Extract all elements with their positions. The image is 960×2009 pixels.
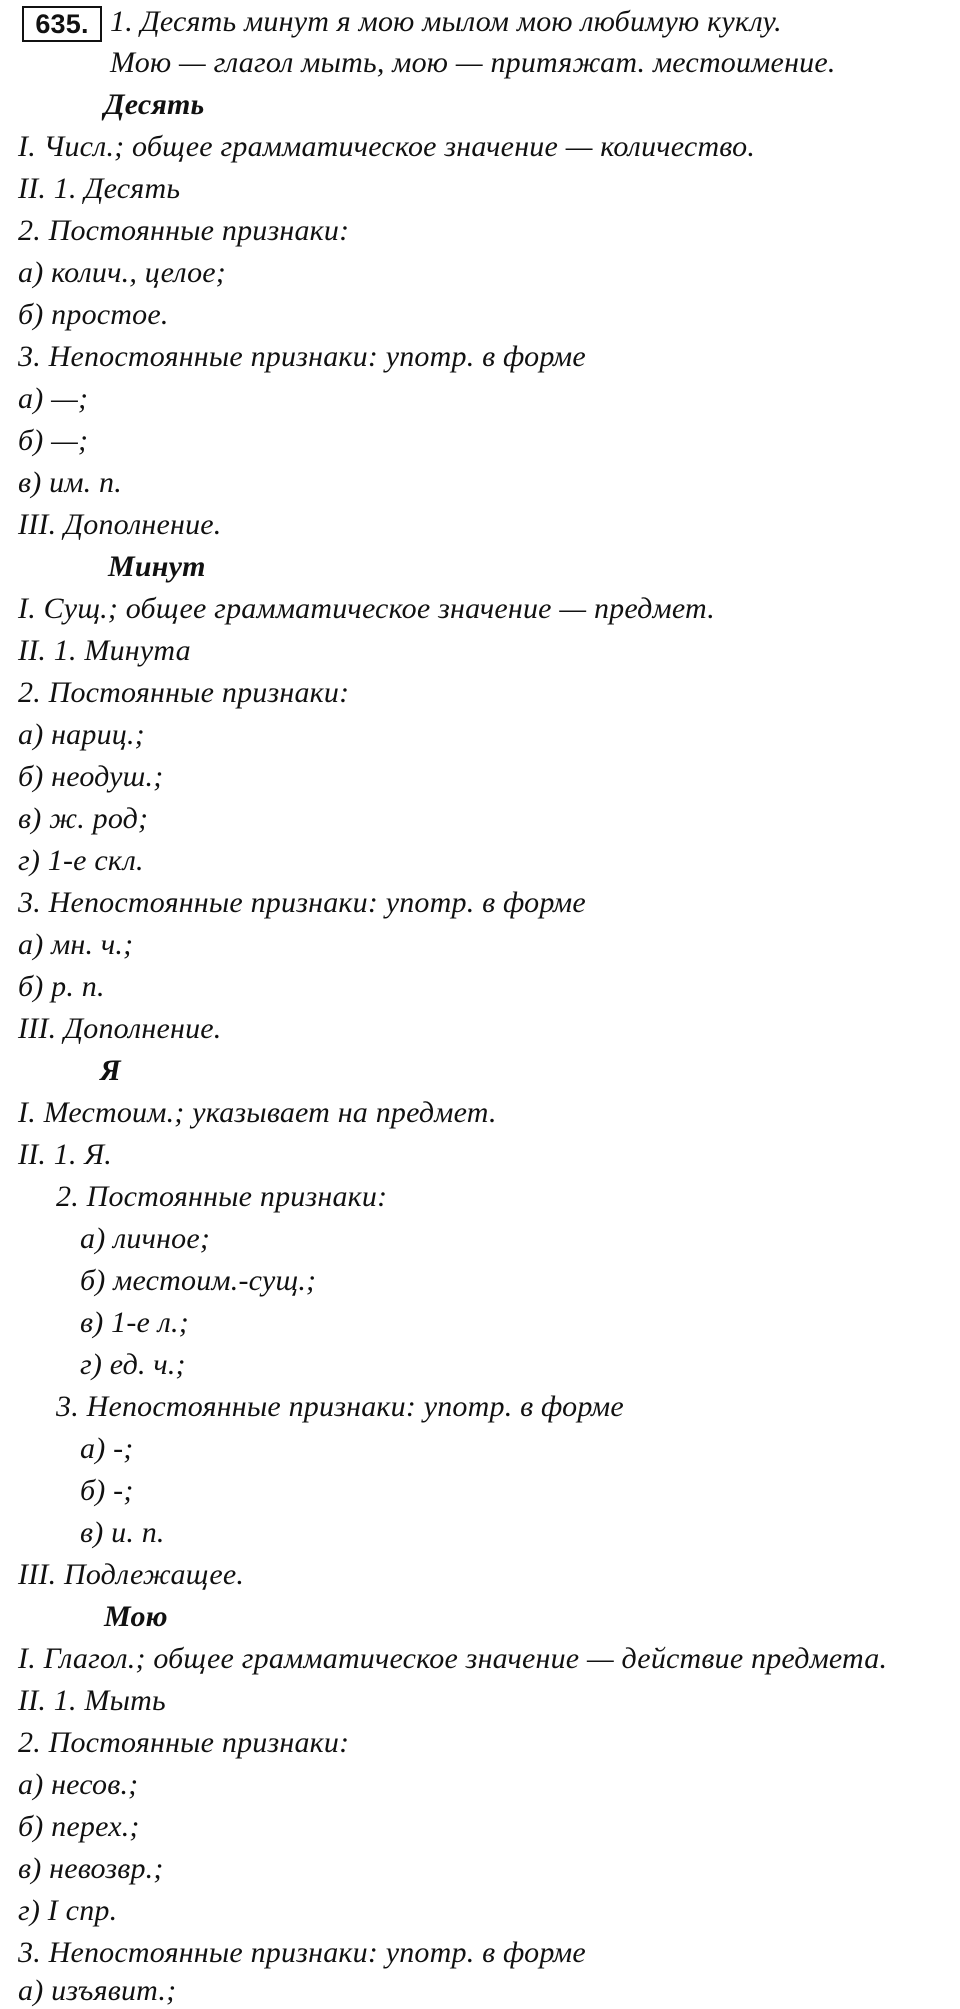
- analysis-line: в) и. п.: [80, 1516, 165, 1549]
- analysis-line: II. 1. Минута: [18, 634, 191, 667]
- analysis-line: б) —;: [18, 424, 89, 457]
- analysis-line: г) I спр.: [18, 1894, 118, 1927]
- analysis-line: 2. Постоянные признаки:: [18, 676, 350, 709]
- analysis-line: III. Дополнение.: [18, 1012, 222, 1045]
- analysis-line: в) им. п.: [18, 466, 122, 499]
- analysis-line: в) ж. род;: [18, 802, 149, 835]
- analysis-line: I. Местоим.; указывает на предмет.: [18, 1096, 497, 1129]
- analysis-line: б) простое.: [18, 298, 169, 331]
- analysis-line: а) несов.;: [18, 1768, 139, 1801]
- analysis-line: а) —;: [18, 382, 89, 415]
- analysis-line: II. 1. Мыть: [18, 1684, 166, 1717]
- exercise-sentence: 1. Десять минут я мою мылом мою любимую куклу.: [110, 5, 782, 38]
- analysis-line: 2. Постоянные признаки:: [56, 1180, 388, 1213]
- analysis-line: II. 1. Десять: [18, 172, 181, 205]
- word-heading: Я: [100, 1054, 121, 1087]
- analysis-line: г) ед. ч.;: [80, 1348, 186, 1381]
- analysis-line: б) -;: [80, 1474, 134, 1507]
- analysis-line: б) р. п.: [18, 970, 105, 1003]
- analysis-line: 3. Непостоянные признаки: употр. в форме: [18, 1936, 586, 1969]
- analysis-line: 3. Непостоянные признаки: употр. в форме: [18, 886, 586, 919]
- analysis-line: б) неодуш.;: [18, 760, 164, 793]
- exercise-number: 635.: [22, 6, 102, 42]
- analysis-line: г) 1-е скл.: [18, 844, 144, 877]
- word-heading: Десять: [104, 88, 205, 121]
- analysis-line: 3. Непостоянные признаки: употр. в форме: [18, 340, 586, 373]
- analysis-line: III. Дополнение.: [18, 508, 222, 541]
- analysis-line: а) изъявит.;: [18, 1974, 177, 2007]
- word-heading: Мою: [104, 1600, 168, 1633]
- analysis-line: 3. Непостоянные признаки: употр. в форме: [56, 1390, 624, 1423]
- analysis-line: б) местоим.-сущ.;: [80, 1264, 317, 1297]
- analysis-line: а) -;: [80, 1432, 134, 1465]
- analysis-line: II. 1. Я.: [18, 1138, 112, 1171]
- analysis-line: а) нариц.;: [18, 718, 145, 751]
- analysis-line: в) невозвр.;: [18, 1852, 164, 1885]
- analysis-line: а) личное;: [80, 1222, 211, 1255]
- analysis-line: I. Глагол.; общее грамматическое значение — действие предмета.: [18, 1642, 888, 1675]
- analysis-line: 2. Постоянные признаки:: [18, 1726, 350, 1759]
- analysis-line: I. Числ.; общее грамматическое значение — количество.: [18, 130, 756, 163]
- analysis-line: а) мн. ч.;: [18, 928, 134, 961]
- analysis-line: 2. Постоянные признаки:: [18, 214, 350, 247]
- word-heading: Минут: [108, 550, 206, 583]
- analysis-line: в) 1-е л.;: [80, 1306, 189, 1339]
- analysis-line: а) колич., целое;: [18, 256, 226, 289]
- exercise-note: Мою — глагол мыть, мою — притяжат. местоимение.: [110, 46, 836, 79]
- analysis-line: I. Сущ.; общее грамматическое значение — предмет.: [18, 592, 715, 625]
- analysis-line: б) перех.;: [18, 1810, 140, 1843]
- analysis-line: III. Подлежащее.: [18, 1558, 245, 1591]
